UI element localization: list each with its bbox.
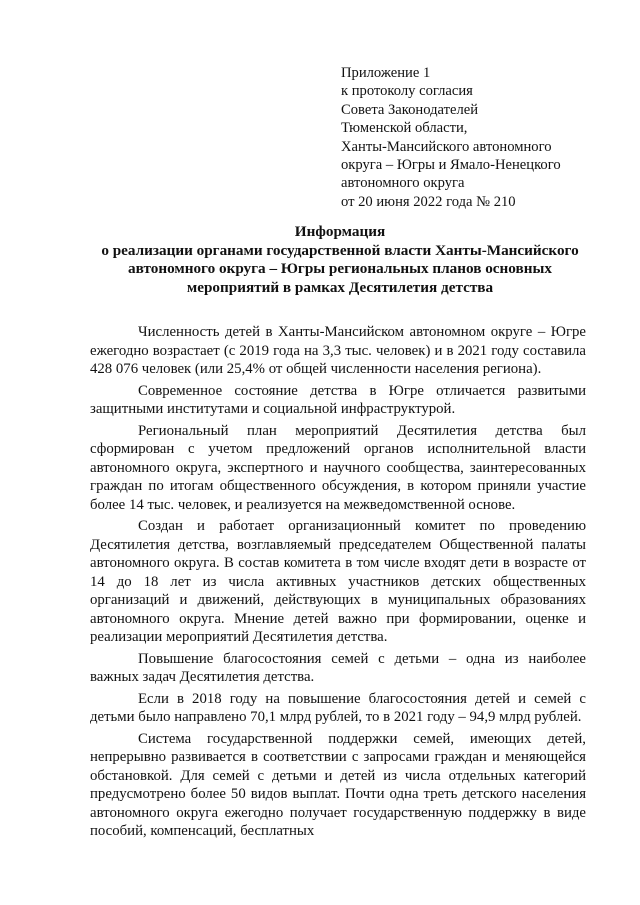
appendix-line: к протоколу согласия — [341, 83, 473, 100]
appendix-block — [341, 64, 601, 211]
appendix-line: Приложение 1 — [341, 65, 431, 81]
appendix-line: автономного округа — [341, 175, 465, 192]
appendix-line: Ханты-Мансийского автономного — [341, 138, 552, 155]
appendix-line: Тюменской области, — [341, 120, 468, 137]
paragraph: Современное состояние детства в Югре отличается развитыми защитными институтами и социальной инфраструктурой. — [90, 382, 586, 417]
paragraph: Численность детей в Ханты-Мансийском автономном округе – Югре ежегодно возрастает (с 2019 года на 3,3 тыс. человек) и в 2021 году составила 428 076 человек (или 25,4% от общей численности населения региона). — [90, 324, 586, 377]
appendix-line: округа – Югры и Ямало-Ненецкого — [341, 157, 561, 174]
paragraph: Если в 2018 году на повышение благосостояния детей и семей с детьми было направлено 70,1 млрд рублей, то в 2021 году – 94,9 млрд рублей. — [90, 690, 586, 725]
document-body — [90, 323, 586, 841]
paragraph: Система государственной поддержки семей, имеющих детей, непрерывно развивается в соответствии с запросами граждан и меняющейся обстановкой. Для семей с детьми и детей из числа отдельных категорий предусмотрено более 50 видов выплат. Почти одна треть детского населения автономного округа ежегодно получает государственную поддержку в виде пособий, компенсаций, бесплатных — [90, 730, 586, 839]
document-subtitle: о реализации органами государственной власти Ханты-Мансийского автономного округа – Югры региональных планов основных мероприятий в рамках Десятилетия детства — [101, 241, 579, 296]
document-heading — [90, 223, 590, 297]
paragraph: Повышение благосостояния семей с детьми – одна из наиболее важных задач Десятилетия детства. — [90, 650, 586, 685]
paragraph: Региональный план мероприятий Десятилетия детства был сформирован с учетом предложений органов исполнительной власти автономного округа, экспертного и научного сообщества, заинтересованных граждан по итогам общественного обсуждения, в котором приняли участие более 14 тыс. человек, и реализуется на межведомственной основе. — [90, 422, 586, 513]
paragraph: Создан и работает организационный комитет по проведению Десятилетия детства, возглавляемый председателем Общественной палаты автономного округа. В состав комитета в том числе входят дети в возрасте от 14 до 18 лет из числа активных участников детских общественных организаций и движений, действующих в муниципальных образованиях автономного округа. Мнение детей важно при формировании, оценке и реализации мероприятий Десятилетия детства. — [90, 518, 586, 645]
appendix-line: от 20 июня 2022 года № 210 — [341, 193, 516, 210]
appendix-line: Совета Законодателей — [341, 101, 479, 118]
document-title: Информация — [294, 223, 386, 240]
